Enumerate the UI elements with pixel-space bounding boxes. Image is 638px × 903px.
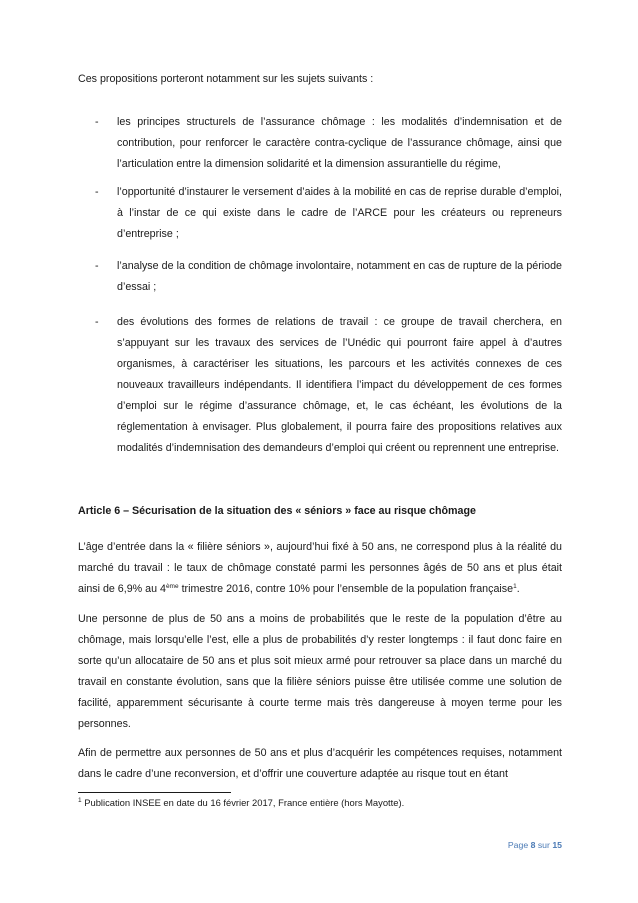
bullet-dash: - [95,316,99,328]
list-item-text: l’opportunité d’instaurer le versement d’aides à la mobilité en cas de reprise durable d’emploi, à l’instar de ce qui existe dans le cadre de l’ARCE pour les créateurs ou repreneurs d’entreprise ; [117,186,562,240]
paragraph-text: . [516,583,520,595]
page-separator: sur [535,840,553,850]
ordinal-superscript: ème [165,583,179,590]
paragraph-text: L’âge d’entrée dans la « filière séniors », aujourd’hui fixé à 50 ans, ne correspond plus à la réalité du marché du travail : le taux de chômage constaté parmi les personnes âgés de 50 ans et plus était ainsi de 6,9% au 4 [78,541,562,595]
list-item-text: les principes structurels de l’assurance chômage : les modalités d’indemnisation et de contribution, pour renforcer le caractère contra-cyclique de l’assurance chômage, ainsi que l’articulation entre la dimension solidarité et la dimension assurantielle du régime, [117,116,562,170]
list-item [78,112,562,175]
bullet-dash: - [95,186,99,198]
paragraph-age-filiere [78,537,562,600]
paragraph-probabilites: Une personne de plus de 50 ans a moins de probabilités que le reste de la population d’être au chômage, mais lorsqu’elle l’est, elle a plus de probabilités d’y rester longtemps : il faut donc faire en sorte qu’un allocataire de 50 ans et plus soit mieux armé pour retrouver sa place dans un marché du travail en constante évolution, sans que la filière séniors puisse être utilisée comme une solution de facilité, apparemment sécurisante à courte terme mais très dangereuse à moyen terme pour les personnes. [78,613,562,730]
total-pages: 15 [552,840,562,850]
paragraph-competences: Afin de permettre aux personnes de 50 ans et plus d’acquérir les compétences requises, notamment dans le cadre d’une reconversion, et d’offrir une couverture adaptée au risque tout en étant [78,747,562,780]
footnote-number: 1 [78,797,82,804]
list-item [78,312,562,459]
list-item [78,182,562,245]
intro-paragraph: Ces propositions porteront notamment sur les sujets suivants : [78,73,374,85]
bullet-dash: - [95,260,99,272]
list-item-text: l’analyse de la condition de chômage involontaire, notamment en cas de rupture de la période d’essai ; [117,260,562,293]
footnote-reference[interactable]: 1 [513,583,517,590]
footnote-divider [78,792,231,793]
list-item-text: des évolutions des formes de relations de travail : ce groupe de travail cherchera, en s’appuyant sur les travaux des services de l’Unédic qui pourront faire appel à d’autres organismes, à caractériser les situations, les parcours et les activités connexes de ces nouveaux travailleurs indépendants. Il identifiera l’impact du développement de ces formes d’emploi sur le régime d’assurance chômage, et, le cas échéant, les évolutions de la réglementation à envisager. Plus globalement, il pourra faire des propositions relatives aux modalités d’indemnisation des demandeurs d’emploi qui créent ou reprennent une entreprise. [117,316,562,454]
footnote [78,797,404,809]
list-item [78,256,562,298]
article-heading: Article 6 – Sécurisation de la situation des « séniors » face au risque chômage [78,505,476,517]
page-number [508,840,562,850]
footnote-text: Publication INSEE en date du 16 février 2017, France entière (hors Mayotte). [81,797,405,808]
page-label: Page [507,840,531,850]
paragraph-text: trimestre 2016, contre 10% pour l’ensemble de la population française [178,583,514,595]
current-page: 8 [530,840,536,850]
bullet-dash: - [95,116,99,128]
